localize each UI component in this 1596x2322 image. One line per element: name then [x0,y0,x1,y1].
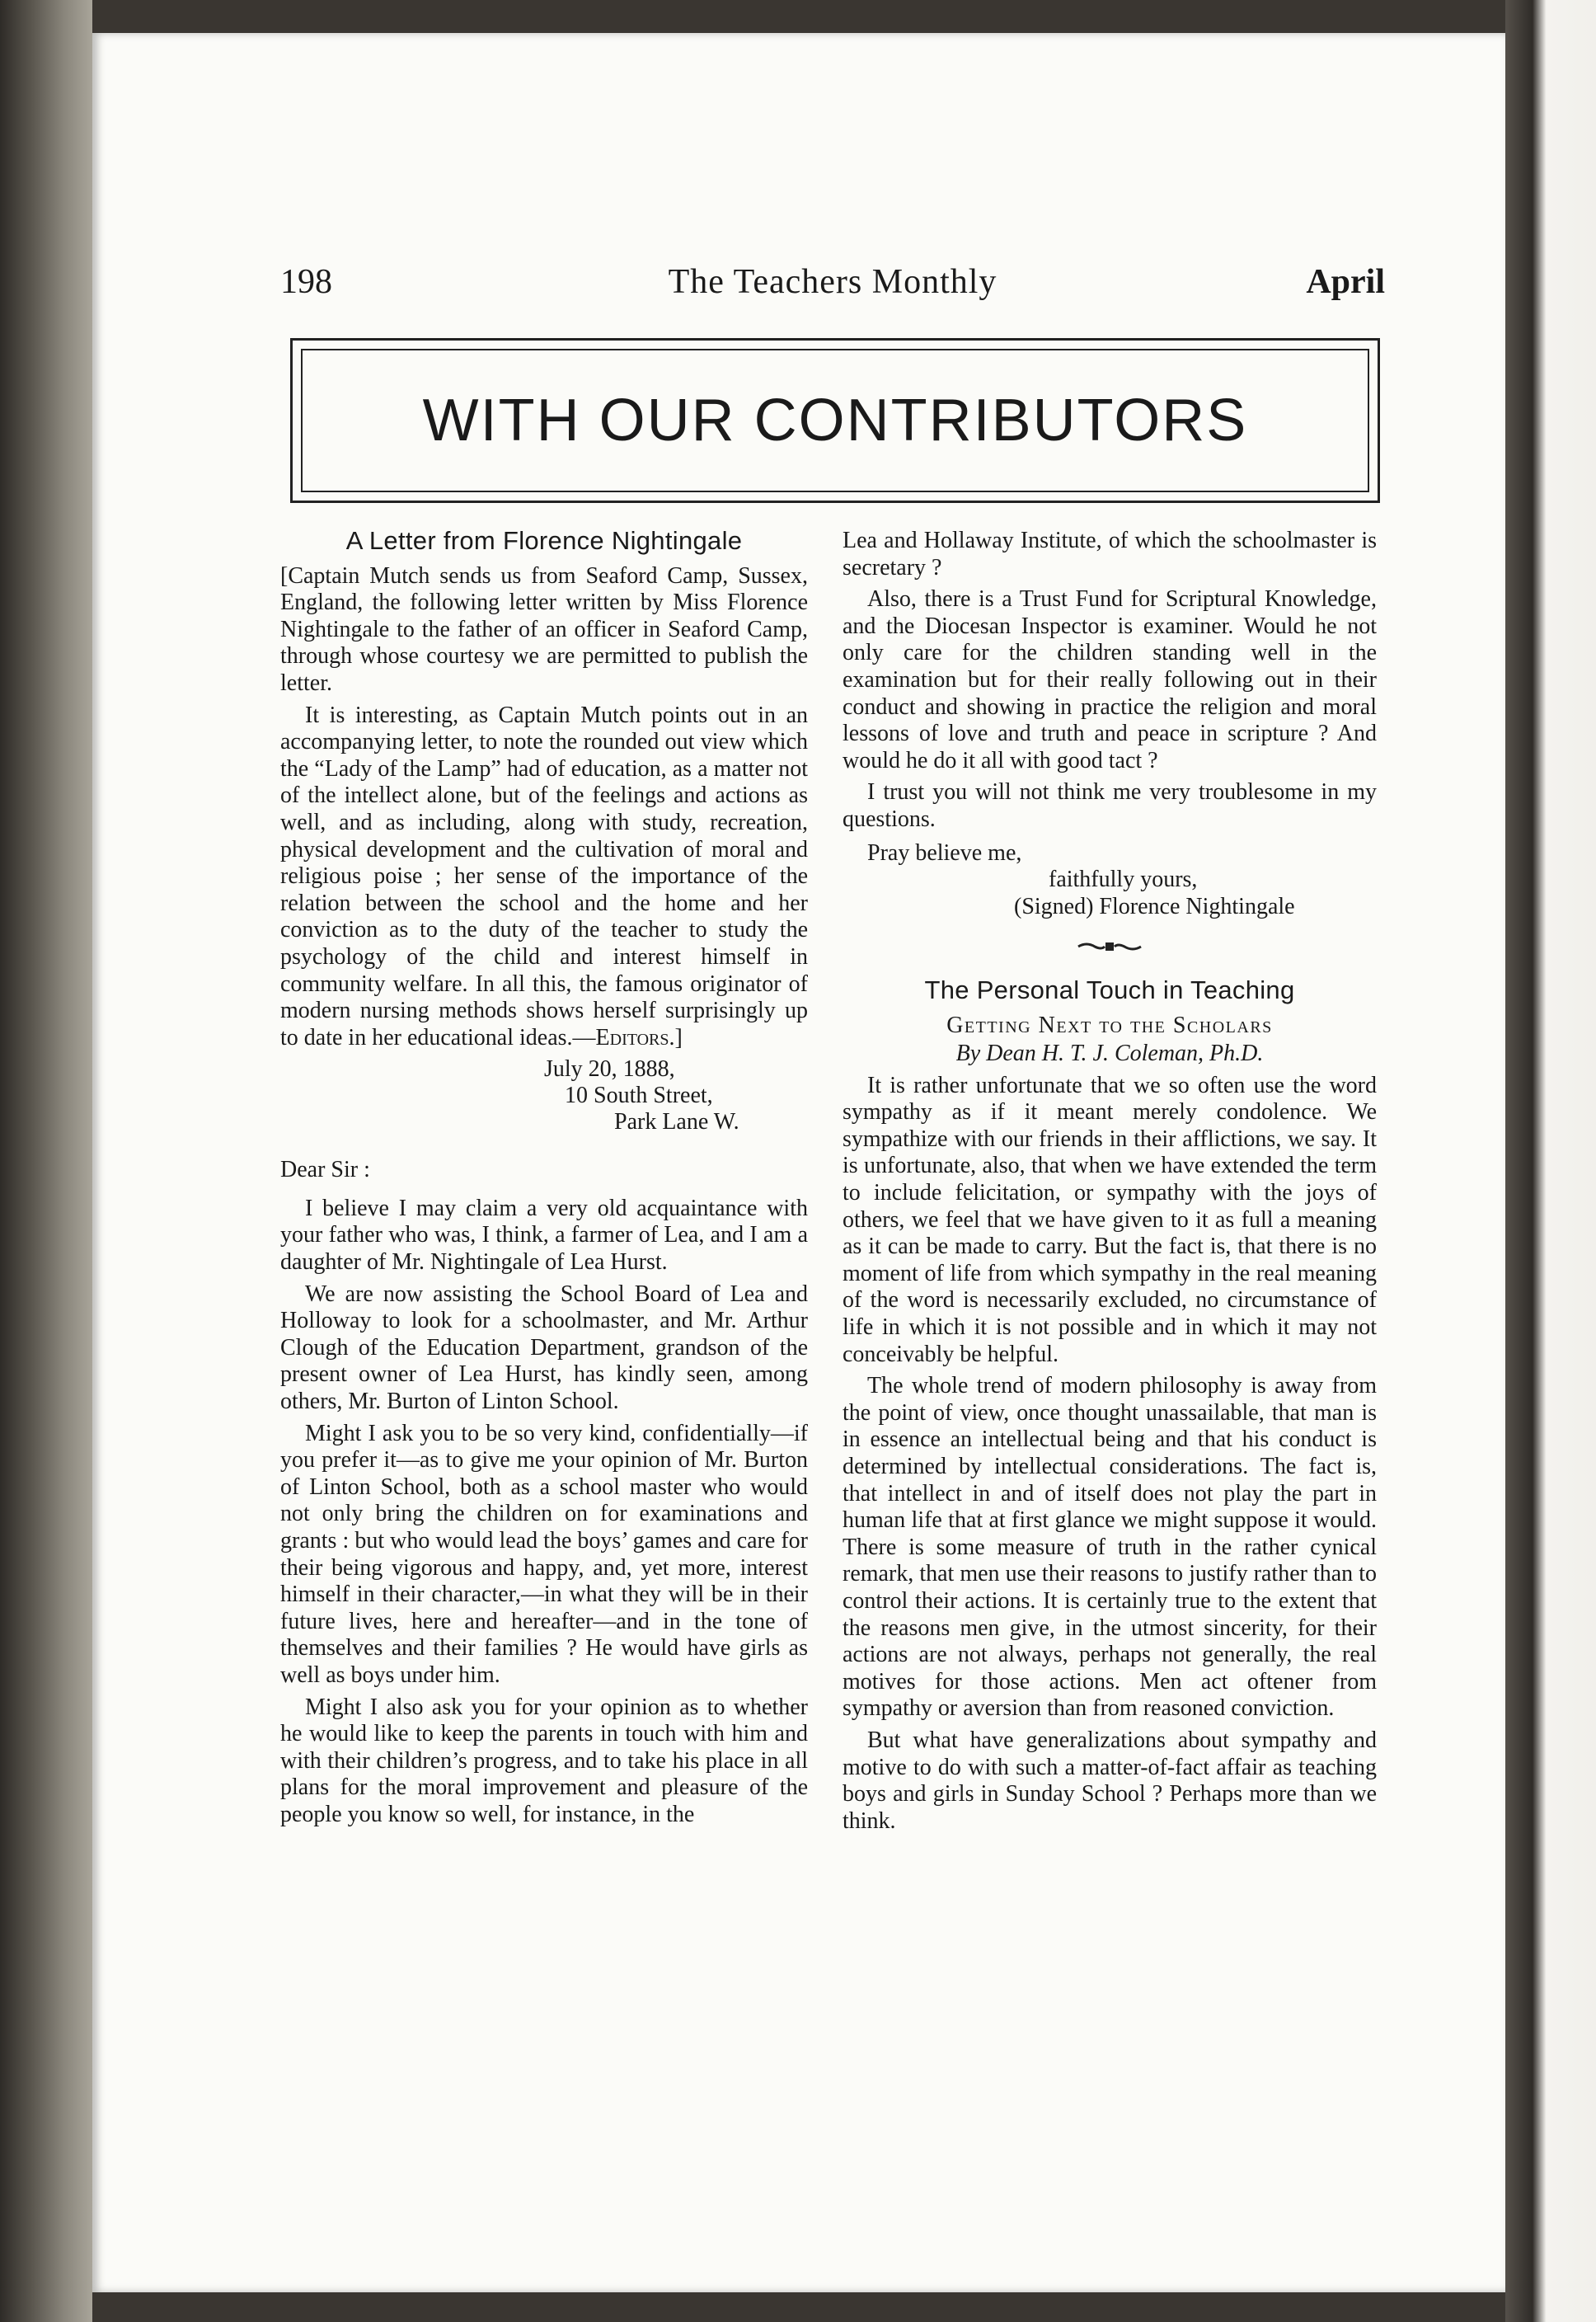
section-banner-inner [301,349,1369,492]
letter-paragraph-5: Lea and Hollaway Institute, of which the schoolmaster is secretary ? [843,528,1377,580]
fleuron-icon [1077,940,1143,953]
letter-paragraph-1: I believe I may claim a very old acquaintance with your father who was, I think, a farmer of Lea, and I am a daughter of Mr. Nightingale of Lea Hurst. [280,1195,808,1276]
article2-paragraph-2: The whole trend of modern philosophy is away from the point of view, once thought unassailable, that man is in essence an intellectual being and that his conduct is determined by intellectual considerations. The fact is, that intellect in and of itself does not play the part in human life that at first glance we might suppose it would. There is some measure of truth in the rather cynical remark, that men use their reasons to justify rather than to control their actions. It is certainly true to the extent that the reasons men give, in the utmost sincerity, for their actions are not always, perhaps not generally, the real motives for those actions. Men act oftener from sympathy or aversion than from reasoned conviction. [843,1373,1377,1722]
section-divider-ornament [843,933,1377,961]
letter-address-block [280,1056,808,1135]
article1-title: A Letter from Florence Nightingale [345,526,743,555]
article1-intro-2 [280,703,808,1052]
section-banner [290,338,1380,503]
letter-date: July 20, 1888, [544,1056,675,1083]
letter-paragraph-7: I trust you will not think me very troublesome in my questions. [843,779,1377,832]
letter-closing: Pray believe me, [867,839,1022,866]
book-binding [0,0,92,2322]
letter-address-line2: Park Lane W. [614,1109,739,1135]
letter-closing-block [843,840,1377,921]
running-title: The Teachers Monthly [668,263,998,301]
article1-intro-signature: Editors.] [595,1024,683,1051]
letter-paragraph-4: Might I also ask you for your opinion as to whether he would like to keep the parents in touch with him and with their children’s progress, and to take his place in all plans for the moral improvement and pleasure of the people you know so well, for instance, in the [280,1694,808,1827]
facing-page-edge [1505,0,1596,2322]
letter-address-line1: 10 South Street, [565,1083,713,1109]
letter-salutation: Dear Sir : [280,1157,370,1183]
letter-paragraph-2: We are now assisting the School Board of Lea and Holloway to look for a schoolmaster, and Mr. Arthur Clough of the Education Department, grandson of the present owner of Lea Hurst, has kindly seen, among others, Mr. Burton of Linton School. [280,1281,808,1415]
left-column [280,528,808,1834]
letter-signature: (Signed) Florence Nightingale [1014,893,1295,919]
article2-byline: By Dean H. T. J. Coleman, Ph.D. [955,1041,1264,1067]
right-column [843,528,1377,1840]
letter-paragraph-6: Also, there is a Trust Fund for Scriptural Knowledge, and the Diocesan Inspector is examiner. Would he not only care for the children standing well in the examination but for their really following out in their conduct and showing in practice the religion and moral lessons of love and truth and peace in scripture ? And would he do it all with good tact ? [843,586,1377,773]
article2-paragraph-1: It is rather unfortunate that we so often use the word sympathy as if it meant merely condolence. We sympathize with our friends in their afflictions, we say. It is unfortunate, also, that when we have extended the term to include felicitation, or sympathy with the joys of others, we feel that we have given to it as full a meaning as it can be made to carry. But the fact is, that there is no moment of life from which sympathy in the real meaning of the word is necessarily excluded, no circumstance of life in which it is not possible and in which it may not conceivably be helpful. [843,1072,1377,1367]
article2-paragraph-3: But what have generalizations about sympathy and motive to do with such a matter-of-fact affair as teaching boys and girls in Sunday School ? Perhaps more than we think. [843,1727,1377,1834]
article1-intro-2-text: It is interesting, as Captain Mutch points out in an accompanying letter, to note the rounded out view which the “Lady of the Lamp” had of education, as a matter not of the intellect alone, but of the feelings and actions as well, and as including, along with study, recreation, physical development and the cultivation of moral and religious poise ; her sense of the importance of the relation between the school and the home and her conviction as to the duty of the teacher to study the psychology of the child and interest himself in community welfare. In all this, the famous originator of modern nursing methods shows herself surprisingly up to date in her educational ideas.— [280,702,808,1051]
article2-subtitle: Getting Next to the Scholars [946,1012,1273,1038]
article1-intro-1: [Captain Mutch sends us from Seaford Camp, Sussex, England, the following letter written by Miss Florence Nightingale to the father of an officer in Seaford Camp, through whose courtesy we are permitted to publish the letter. [280,562,808,696]
issue-month: April [1306,263,1385,301]
section-title: WITH OUR CONTRIBUTORS [422,388,1248,454]
page-header [280,262,1385,312]
article2-title: The Personal Touch in Teaching [924,975,1295,1004]
page-number: 198 [280,263,332,301]
letter-valediction: faithfully yours, [1049,867,1198,893]
letter-paragraph-3: Might I ask you to be so very kind, confidentially—if you prefer it—as to give me your opinion of Mr. Burton of Linton School, both as a school master who would not only bring the children on for examinations and grants : but who would lead the boys’ games and care for their being vigorous and happy, and, yet more, interest himself in their character,—in what they will be in their future lives, here and hereafter—and in the tone of themselves and their families ? He would have girls as well as boys under him. [280,1420,808,1688]
